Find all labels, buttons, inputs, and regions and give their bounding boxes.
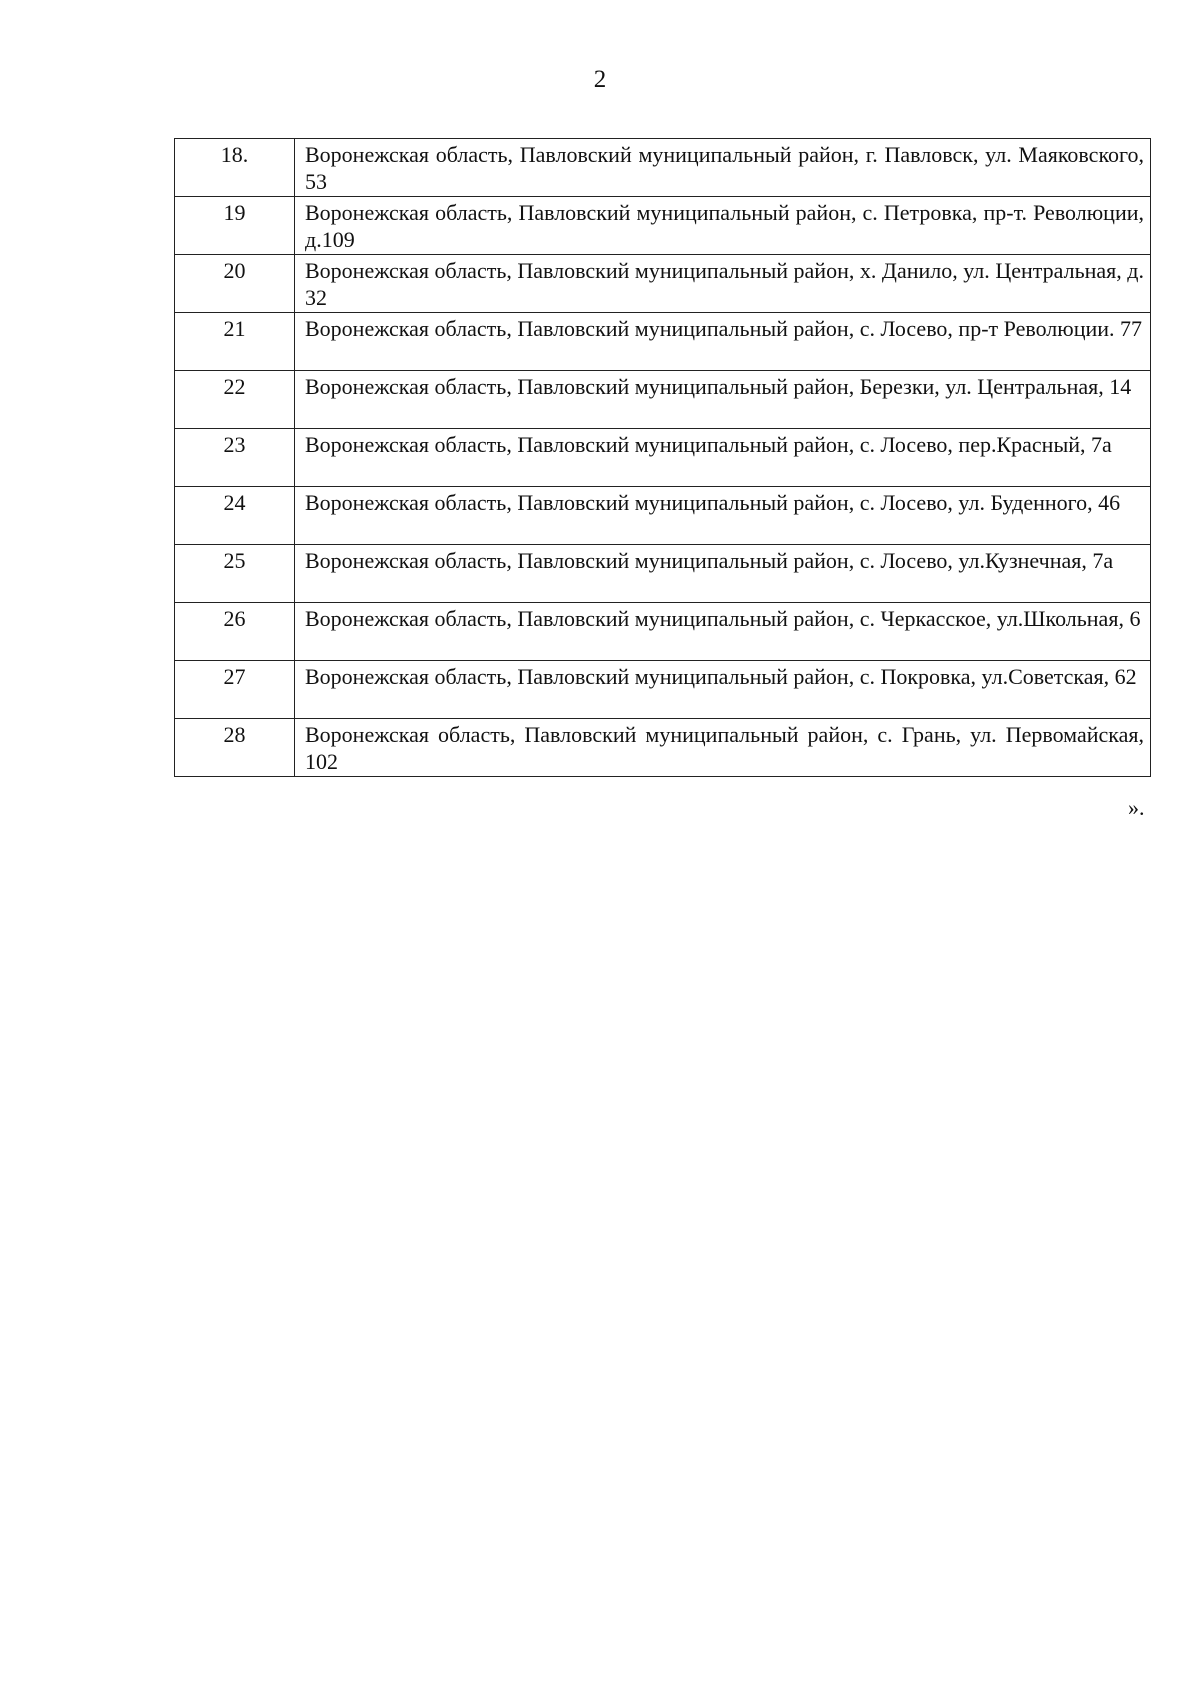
table-row <box>175 371 1151 429</box>
table-row <box>175 429 1151 487</box>
row-number-cell: 18. <box>175 139 295 197</box>
page-number: 2 <box>593 66 607 93</box>
row-number-cell: 20 <box>175 255 295 313</box>
address-cell: Воронежская область, Павловский муниципальный район, с. Лосево, пр-т Революции. 77 <box>295 313 1151 371</box>
table-row <box>175 487 1151 545</box>
address-cell: Воронежская область, Павловский муниципальный район, с. Петровка, пр-т. Революции, д.109 <box>295 197 1151 255</box>
address-cell: Воронежская область, Павловский муниципальный район, г. Павловск, ул. Маяковского, 53 <box>295 139 1151 197</box>
row-number-cell: 22 <box>175 371 295 429</box>
address-cell: Воронежская область, Павловский муниципальный район, с. Черкасское, ул.Школьная, 6 <box>295 603 1151 661</box>
address-cell: Воронежская область, Павловский муниципальный район, с. Лосево, ул.Кузнечная, 7а <box>295 545 1151 603</box>
address-cell: Воронежская область, Павловский муниципальный район, Березки, ул. Центральная, 14 <box>295 371 1151 429</box>
address-table <box>174 138 1151 777</box>
table-row <box>175 197 1151 255</box>
table-row <box>175 545 1151 603</box>
row-number-cell: 26 <box>175 603 295 661</box>
address-table-body <box>175 139 1151 777</box>
table-row <box>175 255 1151 313</box>
row-number-cell: 27 <box>175 661 295 719</box>
address-cell: Воронежская область, Павловский муниципальный район, с. Грань, ул. Первомайская, 102 <box>295 719 1151 777</box>
address-cell: Воронежская область, Павловский муниципальный район, с. Покровка, ул.Советская, 62 <box>295 661 1151 719</box>
address-cell: Воронежская область, Павловский муниципальный район, х. Данило, ул. Центральная, д. 32 <box>295 255 1151 313</box>
address-cell: Воронежская область, Павловский муниципальный район, с. Лосево, ул. Буденного, 46 <box>295 487 1151 545</box>
table-row <box>175 661 1151 719</box>
row-number-cell: 19 <box>175 197 295 255</box>
table-row <box>175 139 1151 197</box>
table-row <box>175 603 1151 661</box>
row-number-cell: 23 <box>175 429 295 487</box>
row-number-cell: 25 <box>175 545 295 603</box>
row-number-cell: 21 <box>175 313 295 371</box>
row-number-cell: 24 <box>175 487 295 545</box>
address-cell: Воронежская область, Павловский муниципальный район, с. Лосево, пер.Красный, 7а <box>295 429 1151 487</box>
table-row <box>175 313 1151 371</box>
table-row <box>175 719 1151 777</box>
closing-quote-mark: ». <box>1128 795 1145 820</box>
row-number-cell: 28 <box>175 719 295 777</box>
